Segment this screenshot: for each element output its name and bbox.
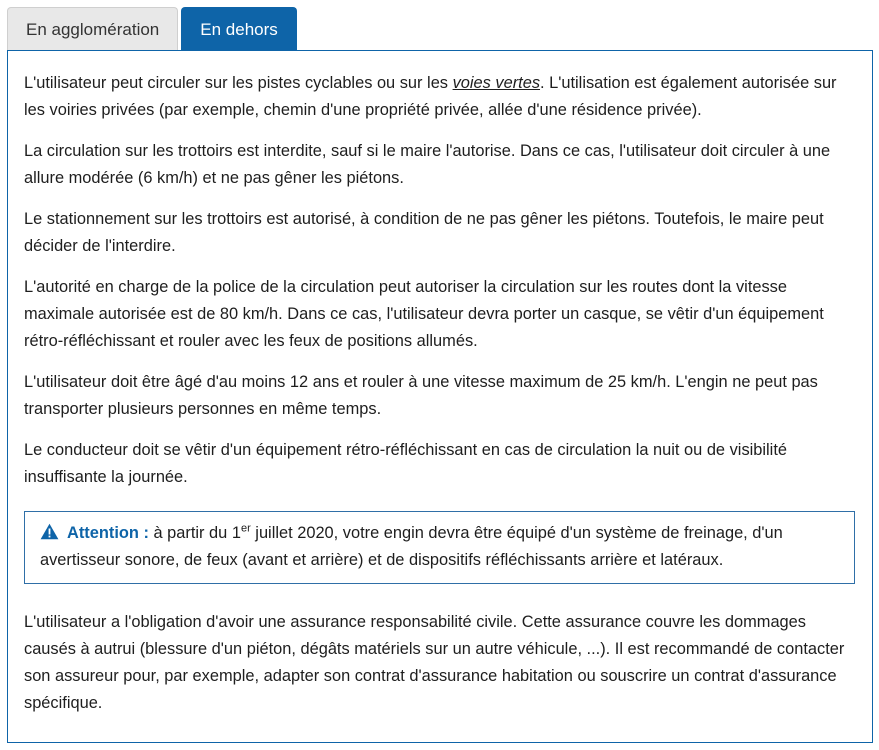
- warning-triangle-icon: [40, 522, 59, 539]
- paragraph-trottoirs-circulation: La circulation sur les trottoirs est interdite, sauf si le maire l'autorise. Dans ce cas, l'utilisateur doit circuler à une allure modérée (6 km/h) et ne pas gêner les piétons.: [24, 142, 831, 187]
- tab-en-agglomeration[interactable]: [7, 7, 178, 51]
- warning-label: Attention :: [67, 524, 149, 542]
- warning-text: juillet 2020, votre engin devra être équipé d'un système de freinage, d'un avertisseur sonore, de feux (avant et arrière) et de dispositifs réfléchissants arrière et latéraux.: [40, 524, 783, 569]
- paragraph-assurance: L'utilisateur a l'obligation d'avoir une assurance responsabilité civile. Cette assurance couvre les dommages causés à autrui (blessure d'un piéton, dégâts matériels sur un autre véhicule, ...). Il est recommandé de contacter son assureur pour, par exemple, adapter son contrat d'assurance habitation ou souscrire un contrat d'assurance spécifique.: [24, 613, 845, 712]
- tab-label: En dehors: [200, 19, 278, 39]
- tab-en-dehors[interactable]: [181, 7, 297, 51]
- warning-superscript: er: [240, 522, 251, 535]
- tab-label: En agglomération: [26, 19, 160, 39]
- paragraph-routes-80: L'autorité en charge de la police de la circulation peut autoriser la circulation sur les routes dont la vitesse maximale autorisée est de 80 km/h. Dans ce cas, l'utilisateur devra porter un casque, se vêtir d'un équipement rétro-réfléchissant et rouler avec les feux de positions allumés.: [24, 278, 824, 350]
- paragraph-equipement: Le conducteur doit se vêtir d'un équipement rétro-réfléchissant en cas de circulation la nuit ou de visibilité insuffisante la journée.: [24, 441, 787, 486]
- warning-box: [24, 511, 855, 584]
- paragraph-age-vitesse: L'utilisateur doit être âgé d'au moins 12 ans et rouler à une vitesse maximum de 25 km/h. L'engin ne peut pas transporter plusieurs personnes en même temps.: [24, 373, 818, 418]
- paragraph-voies: [24, 70, 855, 124]
- paragraph-stationnement: Le stationnement sur les trottoirs est autorisé, à condition de ne pas gêner les piétons. Toutefois, le maire peut décider de l'interdire.: [24, 210, 824, 255]
- paragraph-text: . L'utilisation est également autorisée sur les voiries privées (par exemple, chemin d'une propriété privée, allée d'une résidence privée).: [24, 74, 837, 119]
- tab-bar: [7, 7, 297, 51]
- voies-vertes-link[interactable]: voies vertes: [452, 74, 541, 92]
- tab-panel-en-dehors: [7, 50, 873, 743]
- warning-text: à partir du 1: [148, 524, 241, 542]
- paragraph-text: L'utilisateur peut circuler sur les pistes cyclables ou sur les: [24, 74, 453, 92]
